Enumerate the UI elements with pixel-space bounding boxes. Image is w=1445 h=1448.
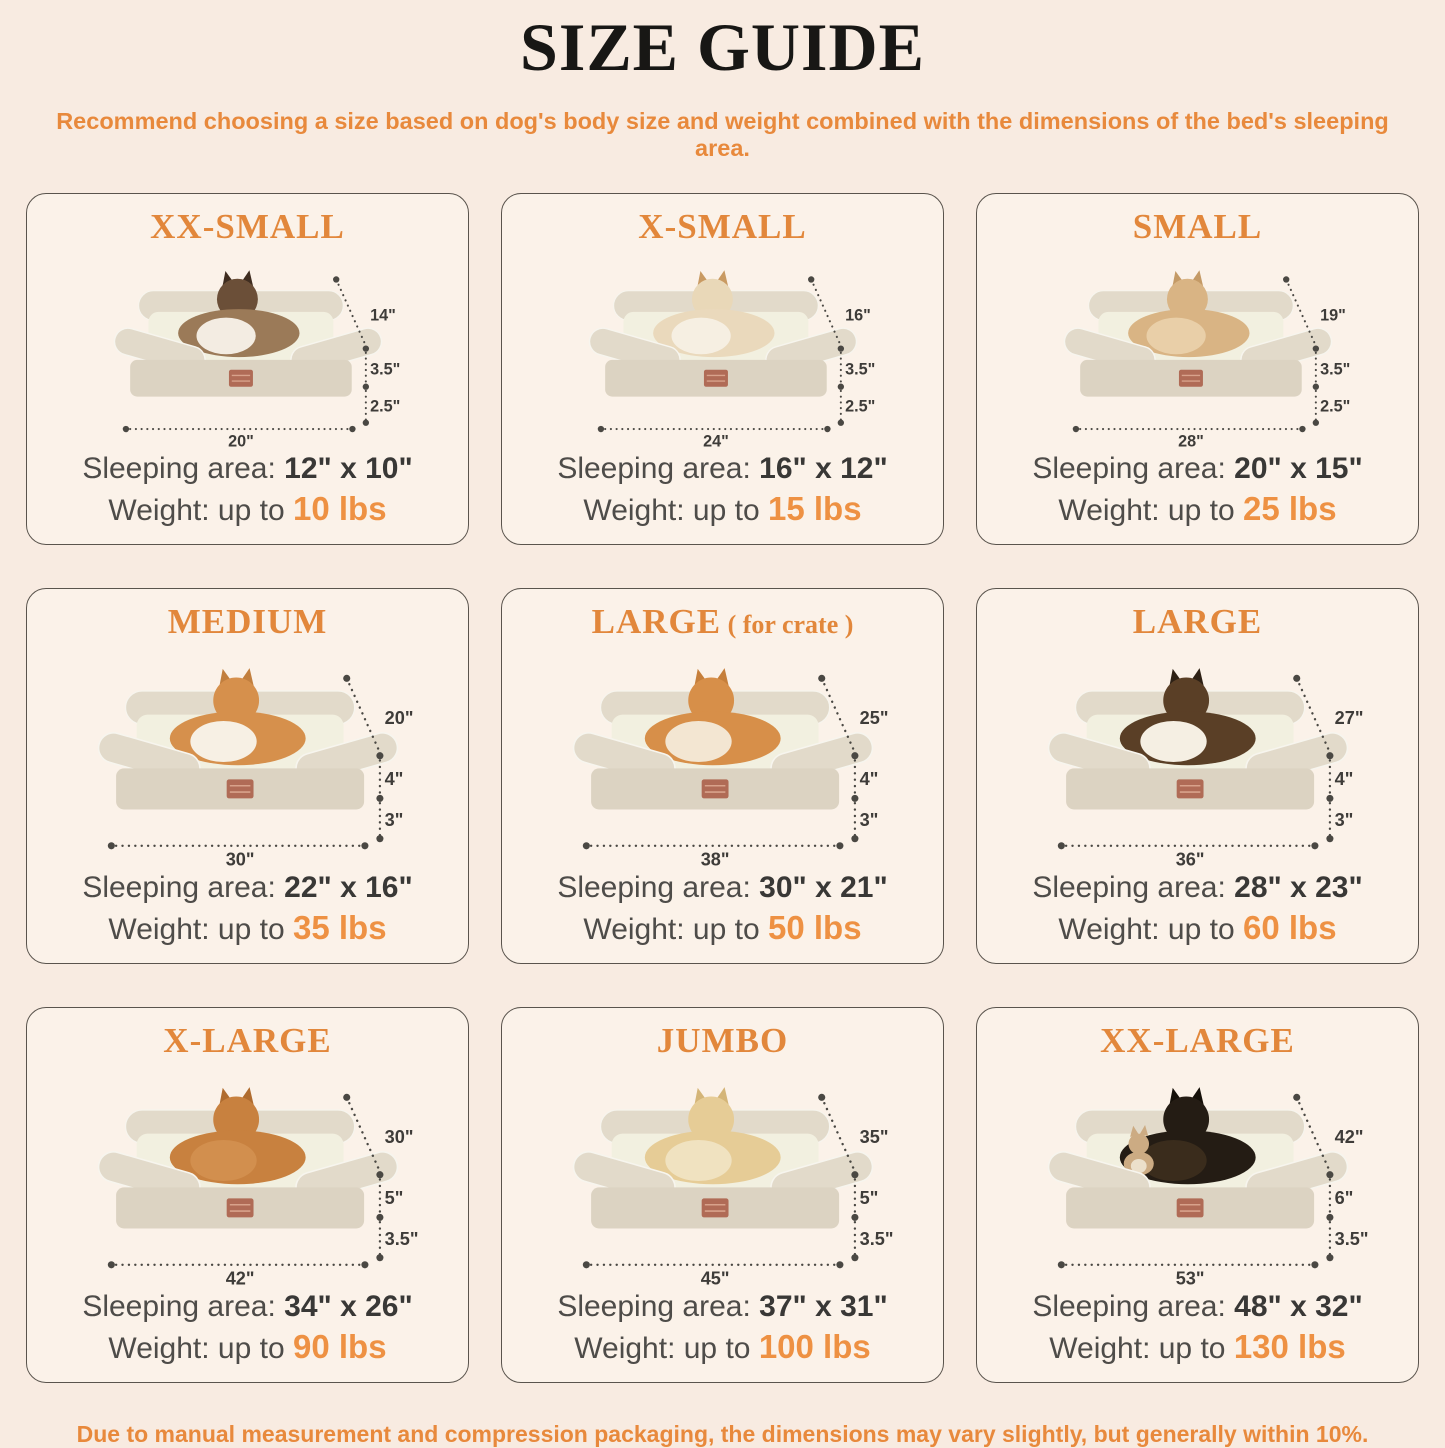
- weight-value: 50 lbs: [768, 908, 862, 946]
- dim-dot: [1293, 1094, 1300, 1101]
- dim-diagonal-label: 20": [384, 708, 413, 729]
- sleeping-area-line: [1032, 449, 1362, 488]
- sleeping-area-value: 20" x 15": [1234, 451, 1363, 485]
- weight-label: Weight: up to: [108, 493, 285, 527]
- dim-width-label: 30": [225, 849, 255, 868]
- dim-width-label: 45": [700, 1268, 730, 1287]
- sleeping-area-value: 30" x 21": [759, 870, 888, 904]
- dim-dot: [582, 1262, 589, 1269]
- weight-value: 130 lbs: [1233, 1327, 1346, 1365]
- sleeping-area-label: Sleeping area:: [1032, 870, 1226, 904]
- dim-upper-height-label: 5": [859, 1188, 878, 1209]
- dim-width-label: 20": [227, 433, 254, 449]
- dim-lower-height-label: 3": [859, 810, 878, 831]
- sleeping-area-value: 22" x 16": [284, 870, 413, 904]
- size-card-xx-small: [26, 193, 469, 545]
- card-size-name: LARGE: [591, 602, 722, 642]
- dog-bed-illustration: [33, 642, 463, 867]
- dim-dot: [376, 795, 383, 802]
- card-size-name: XX-LARGE: [1100, 1021, 1295, 1061]
- size-card-medium: [26, 588, 469, 964]
- dim-dot: [333, 277, 339, 283]
- sleeping-area-value: 37" x 31": [759, 1289, 888, 1323]
- dim-width-label: 28": [1177, 433, 1204, 449]
- weight-line: [557, 1326, 887, 1369]
- dim-lower-height-label: 3.5": [384, 1229, 419, 1250]
- dog-bed-illustration: [983, 1061, 1413, 1286]
- bed-illustration: [1045, 668, 1351, 809]
- card-size-suffix: ( for crate ): [721, 610, 854, 640]
- dim-lower-height-label: 3": [1334, 810, 1353, 831]
- dim-diagonal-label: 27": [1334, 708, 1363, 729]
- bed-brand-tag: [701, 780, 728, 799]
- bed-illustration: [95, 1087, 401, 1228]
- bed-illustration: [1061, 271, 1334, 397]
- dog-bed-illustration: [983, 642, 1413, 867]
- weight-value: 90 lbs: [293, 1327, 387, 1365]
- sleeping-area-label: Sleeping area:: [82, 1289, 276, 1323]
- card-title: [638, 207, 806, 247]
- dim-width-label: 38": [700, 849, 730, 868]
- dim-dot: [836, 843, 843, 850]
- dim-dot: [837, 384, 843, 390]
- dim-lower-height-label: 3.5": [859, 1229, 894, 1250]
- dim-dot: [1326, 1172, 1333, 1179]
- bed-figure: [977, 1061, 1418, 1286]
- dim-dot: [376, 1255, 383, 1262]
- bed-brand-tag: [1178, 370, 1202, 387]
- dog-bed-illustration: [508, 642, 938, 867]
- card-size-name: JUMBO: [656, 1021, 789, 1061]
- dim-dot: [851, 1172, 858, 1179]
- card-info: [557, 1287, 887, 1383]
- size-card-xx-large: [976, 1007, 1419, 1383]
- card-info: [82, 868, 412, 964]
- dim-dot: [1312, 384, 1318, 390]
- size-grid: [0, 193, 1445, 1383]
- sleeping-area-line: [82, 868, 412, 907]
- card-info: [557, 868, 887, 964]
- dim-dot: [1311, 1262, 1318, 1269]
- dim-lower-height-label: 2.5": [844, 397, 875, 416]
- dim-upper-height-label: 3.5": [844, 361, 875, 380]
- sleeping-area-label: Sleeping area:: [557, 870, 751, 904]
- sleeping-area-label: Sleeping area:: [82, 870, 276, 904]
- card-info: [82, 449, 412, 545]
- bed-brand-tag: [1176, 1199, 1203, 1218]
- bed-figure: [977, 642, 1418, 867]
- sleeping-area-line: [557, 449, 887, 488]
- card-info: [557, 449, 887, 545]
- weight-value: 35 lbs: [293, 908, 387, 946]
- weight-value: 60 lbs: [1243, 908, 1337, 946]
- weight-label: Weight: up to: [1058, 493, 1235, 527]
- bed-illustration: [1045, 1087, 1351, 1228]
- card-title: [1133, 602, 1262, 642]
- dim-dot: [376, 1172, 383, 1179]
- dim-width-label: 36": [1175, 849, 1205, 868]
- weight-label: Weight: up to: [108, 912, 285, 946]
- dim-dot: [824, 426, 830, 432]
- dim-dot: [1293, 675, 1300, 682]
- bed-illustration: [111, 271, 384, 397]
- dim-dot: [851, 836, 858, 843]
- dim-dot: [582, 843, 589, 850]
- weight-line: [82, 1326, 412, 1369]
- card-size-name: X-SMALL: [638, 207, 807, 247]
- dim-dot: [836, 1262, 843, 1269]
- sleeping-area-label: Sleeping area:: [82, 451, 276, 485]
- dim-dot: [1311, 843, 1318, 850]
- bed-illustration: [586, 271, 859, 397]
- card-title: [150, 207, 345, 247]
- sleeping-area-line: [557, 868, 887, 907]
- weight-value: 100 lbs: [758, 1327, 871, 1365]
- card-info: [1032, 868, 1362, 964]
- bed-figure: [27, 1061, 468, 1286]
- dim-dot: [343, 1094, 350, 1101]
- size-card-jumbo: [501, 1007, 944, 1383]
- dog-bed-illustration: [33, 247, 463, 448]
- dim-diagonal-label: 16": [844, 306, 871, 325]
- dim-upper-height-label: 4": [859, 769, 878, 790]
- dim-dot: [851, 753, 858, 760]
- sleeping-area-label: Sleeping area:: [557, 451, 751, 485]
- dim-dot: [1057, 1262, 1064, 1269]
- size-card-x-large: [26, 1007, 469, 1383]
- pet-chest-icon: [665, 721, 731, 762]
- dog-bed-illustration: [983, 247, 1413, 448]
- sleeping-area-line: [82, 1287, 412, 1326]
- dim-diagonal-label: 30": [384, 1127, 413, 1148]
- pet-chest-icon: [190, 1140, 256, 1181]
- bed-figure: [502, 642, 943, 867]
- dim-dot: [1299, 426, 1305, 432]
- dim-dot: [376, 753, 383, 760]
- weight-line: [557, 907, 887, 950]
- pet-chest-icon: [190, 721, 256, 762]
- dim-dot: [1312, 420, 1318, 426]
- bed-brand-tag: [1176, 780, 1203, 799]
- sleeping-area-line: [1032, 1287, 1362, 1326]
- weight-label: Weight: up to: [1058, 912, 1235, 946]
- dim-lower-height-label: 2.5": [369, 397, 400, 416]
- weight-line: [82, 907, 412, 950]
- sleeping-area-value: 16" x 12": [759, 451, 888, 485]
- bed-figure: [502, 247, 943, 448]
- dim-dot: [851, 1214, 858, 1221]
- sleeping-area-value: 28" x 23": [1234, 870, 1363, 904]
- size-card-large-for-crate: [501, 588, 944, 964]
- page-title: SIZE GUIDE: [520, 9, 925, 85]
- dim-dot: [122, 426, 128, 432]
- sleeping-area-label: Sleeping area:: [1032, 1289, 1226, 1323]
- bed-illustration: [570, 668, 876, 809]
- sleeping-area-value: 12" x 10": [284, 451, 413, 485]
- card-size-name: XX-SMALL: [150, 207, 345, 247]
- dim-width-label: 42": [225, 1268, 255, 1287]
- dim-dot: [1326, 836, 1333, 843]
- dim-dot: [837, 346, 843, 352]
- card-title: [1133, 207, 1262, 247]
- dim-dot: [1283, 277, 1289, 283]
- bed-brand-tag: [228, 370, 252, 387]
- dim-dot: [851, 1255, 858, 1262]
- bed-brand-tag: [703, 370, 727, 387]
- weight-label: Weight: up to: [583, 493, 760, 527]
- dim-diagonal-label: 42": [1334, 1127, 1363, 1148]
- bed-brand-tag: [226, 780, 253, 799]
- sleeping-area-label: Sleeping area:: [1032, 451, 1226, 485]
- weight-value: 25 lbs: [1243, 489, 1337, 527]
- dim-width-label: 24": [702, 433, 729, 449]
- dim-width-label: 53": [1175, 1268, 1205, 1287]
- bed-brand-tag: [701, 1199, 728, 1218]
- dim-dot: [362, 384, 368, 390]
- card-info: [82, 1287, 412, 1383]
- dim-upper-height-label: 3.5": [1319, 361, 1350, 380]
- bed-figure: [977, 247, 1418, 448]
- pet-chest-icon: [1140, 721, 1206, 762]
- sleeping-area-value: 48" x 32": [1234, 1289, 1363, 1323]
- dim-lower-height-label: 2.5": [1319, 397, 1350, 416]
- dim-dot: [1326, 795, 1333, 802]
- dog-bed-illustration: [508, 1061, 938, 1286]
- sleeping-area-line: [82, 449, 412, 488]
- companion-head-icon: [1128, 1134, 1149, 1155]
- card-title: [168, 602, 328, 642]
- bed-figure: [27, 247, 468, 448]
- weight-label: Weight: up to: [1049, 1331, 1226, 1365]
- dim-lower-height-label: 3": [384, 810, 403, 831]
- dim-diagonal-label: 14": [369, 306, 396, 325]
- dim-dot: [362, 346, 368, 352]
- size-card-large: [976, 588, 1419, 964]
- dim-dot: [1072, 426, 1078, 432]
- dim-upper-height-label: 5": [384, 1188, 403, 1209]
- dim-dot: [851, 795, 858, 802]
- dim-dot: [818, 1094, 825, 1101]
- weight-line: [1032, 1326, 1362, 1369]
- dim-diagonal-label: 35": [859, 1127, 888, 1148]
- weight-line: [82, 488, 412, 531]
- dim-upper-height-label: 3.5": [369, 361, 400, 380]
- dim-dot: [597, 426, 603, 432]
- dim-dot: [808, 277, 814, 283]
- dim-dot: [361, 1262, 368, 1269]
- dim-upper-height-label: 4": [384, 769, 403, 790]
- dim-dot: [361, 843, 368, 850]
- weight-label: Weight: up to: [108, 1331, 285, 1365]
- sleeping-area-value: 34" x 26": [284, 1289, 413, 1323]
- weight-line: [557, 488, 887, 531]
- card-info: [1032, 1287, 1362, 1383]
- sleeping-area-line: [557, 1287, 887, 1326]
- weight-line: [1032, 488, 1362, 531]
- sleeping-area-line: [1032, 868, 1362, 907]
- dog-bed-illustration: [33, 1061, 463, 1286]
- dim-dot: [376, 1214, 383, 1221]
- weight-label: Weight: up to: [583, 912, 760, 946]
- page-footer-note: Due to manual measurement and compression packaging, the dimensions may vary slightly, but generally within 10%.: [76, 1421, 1369, 1448]
- dim-dot: [837, 420, 843, 426]
- dim-diagonal-label: 25": [859, 708, 888, 729]
- page-subtitle: Recommend choosing a size based on dog's body size and weight combined with the dimensions of the bed's sleeping area.: [56, 108, 1389, 162]
- dim-dot: [1326, 753, 1333, 760]
- card-title: [657, 1021, 788, 1061]
- dim-diagonal-label: 19": [1319, 306, 1346, 325]
- weight-value: 10 lbs: [293, 489, 387, 527]
- sleeping-area-label: Sleeping area:: [557, 1289, 751, 1323]
- dim-dot: [343, 675, 350, 682]
- size-card-small: [976, 193, 1419, 545]
- pet-chest-icon: [671, 318, 730, 355]
- bed-brand-tag: [226, 1199, 253, 1218]
- bed-illustration: [95, 668, 401, 809]
- dim-dot: [818, 675, 825, 682]
- dim-dot: [349, 426, 355, 432]
- pet-chest-icon: [1146, 318, 1205, 355]
- dim-dot: [107, 1262, 114, 1269]
- dim-dot: [107, 843, 114, 850]
- card-title: [1100, 1021, 1295, 1061]
- dim-dot: [1312, 346, 1318, 352]
- dim-upper-height-label: 4": [1334, 769, 1353, 790]
- dim-upper-height-label: 6": [1334, 1188, 1353, 1209]
- bed-figure: [502, 1061, 943, 1286]
- bed-illustration: [570, 1087, 876, 1228]
- weight-line: [1032, 907, 1362, 950]
- card-size-name: X-LARGE: [163, 1021, 332, 1061]
- card-title: [163, 1021, 331, 1061]
- card-size-name: SMALL: [1132, 207, 1263, 247]
- bed-figure: [27, 642, 468, 867]
- size-card-x-small: [501, 193, 944, 545]
- dim-dot: [1326, 1255, 1333, 1262]
- dim-lower-height-label: 3.5": [1334, 1229, 1369, 1250]
- dim-dot: [1057, 843, 1064, 850]
- pet-chest-icon: [196, 318, 255, 355]
- dim-dot: [362, 420, 368, 426]
- weight-value: 15 lbs: [768, 489, 862, 527]
- card-size-name: MEDIUM: [167, 602, 328, 642]
- dim-dot: [1326, 1214, 1333, 1221]
- card-size-name: LARGE: [1132, 602, 1263, 642]
- pet-chest-icon: [665, 1140, 731, 1181]
- card-info: [1032, 449, 1362, 545]
- dog-bed-illustration: [508, 247, 938, 448]
- dim-dot: [376, 836, 383, 843]
- weight-label: Weight: up to: [574, 1331, 751, 1365]
- card-title: [592, 602, 854, 642]
